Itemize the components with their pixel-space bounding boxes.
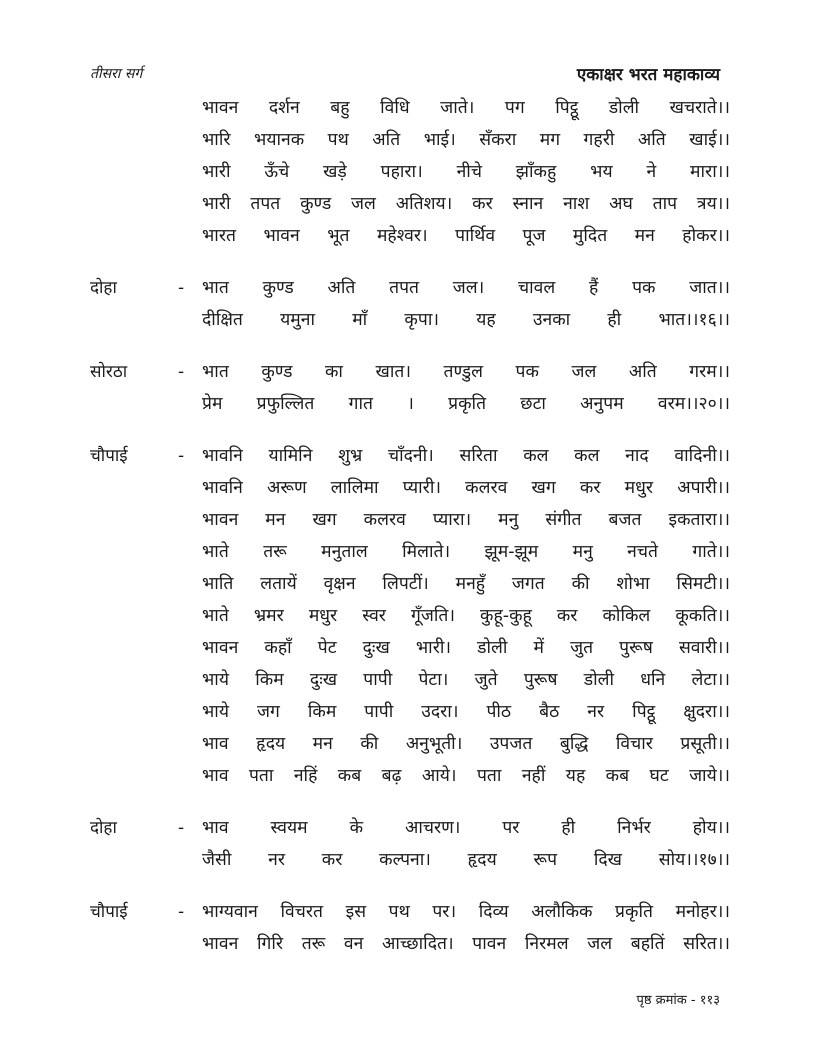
verse-line: दीक्षित यमुना माँ कृपा। यह उनका ही भात।।१६।। <box>202 310 730 330</box>
verse-line: भाते भ्रमर मधुर स्वर गूँजति। कुहू-कुहू कर कोकिल कूकति।। <box>202 606 730 626</box>
verse-dash: - <box>178 902 185 922</box>
verse-line: भात कुण्ड का खात। तण्डुल पक जल अति गरम।। <box>202 362 730 382</box>
verse-line: प्रेम प्रफुल्लित गात । प्रकृति छटा अनुपम वरम।।२०।। <box>202 394 730 414</box>
verse-label: चौपाई <box>90 902 128 922</box>
verse-lines <box>202 896 730 960</box>
verse-sortha-20 <box>90 356 730 420</box>
verse-lines <box>202 92 730 252</box>
verse-dash: - <box>178 818 185 838</box>
verse-label: चौपाई <box>90 446 128 466</box>
verse-line: भात कुण्ड अति तपत जल। चावल हैं पक जात।। <box>202 278 730 298</box>
verse-chaupai-next <box>90 896 730 960</box>
verse-line: भावनि अरूण लालिमा प्यारी। कलरव खग कर मधुर अपारी।। <box>202 478 730 498</box>
verse-line: जैसी नर कर कल्पना। हृदय रूप दिख सोय।।१७।। <box>202 850 730 870</box>
verse-label: दोहा <box>90 818 117 838</box>
verse-line: भारि भयानक पथ अति भाई। सँकरा मग गहरी अति खाई।। <box>202 130 730 150</box>
verse-line: भाते तरू मनुताल मिलाते। झूम-झूम मनु नचते गाते।। <box>202 542 730 562</box>
verse-line: भारी ऊँचे खड़े पहारा। नीचे झाँकहु भय ने मारा।। <box>202 162 730 182</box>
verse-line: भाये जग किम पापी उदरा। पीठ बैठ नर पिट्ठू क्षुदरा।। <box>202 702 730 722</box>
verse-doha-16 <box>90 272 730 336</box>
verse-chaupai-continued <box>90 92 730 252</box>
verse-line: भाति लतायें वृक्षन लिपटीं। मनहुँ जगत की शोभा सिमटी।। <box>202 574 730 594</box>
verse-lines <box>202 272 730 336</box>
verse-line: भाव स्वयम के आचरण। पर ही निर्भर होय।। <box>202 818 730 838</box>
chapter-title: तीसरा सर्ग <box>90 66 143 82</box>
page-number: पृष्ठ क्रमांक - ११३ <box>636 993 720 1008</box>
verse-lines <box>202 440 730 792</box>
page-body <box>90 92 730 980</box>
verse-line: भावन कहाँ पेट दुःख भारी। डोली में जुत पुरूष सवारी।। <box>202 638 730 658</box>
verse-doha-17 <box>90 812 730 876</box>
verse-lines <box>202 812 730 876</box>
verse-chaupai <box>90 440 730 792</box>
verse-lines <box>202 356 730 420</box>
verse-line: भाग्यवान विचरत इस पथ पर। दिव्य अलौकिक प्रकृति मनोहर।। <box>202 902 730 922</box>
verse-line: भाव हृदय मन की अनुभूती। उपजत बुद्धि विचार प्रसूती।। <box>202 734 730 754</box>
verse-line: भावनि यामिनि शुभ्र चाँदनी। सरिता कल कल नाद वादिनी।। <box>202 446 730 466</box>
verse-line: भाये किम दुःख पापी पेटा। जुते पुरूष डोली धनि लेटा।। <box>202 670 730 690</box>
verse-label: सोरठा <box>90 362 128 382</box>
verse-dash: - <box>178 446 185 466</box>
verse-line: भावन गिरि तरू वन आच्छादित। पावन निरमल जल बहतिं सरित।। <box>202 934 730 954</box>
verse-line: भाव पता नहिं कब बढ़ आये। पता नहीं यह कब घट जाये।। <box>202 766 730 786</box>
verse-line: भारत भावन भूत महेश्वर। पार्थिव पूज मुदित मन होकर।। <box>202 226 730 246</box>
verse-line: भारी तपत कुण्ड जल अतिशय। कर स्नान नाश अघ ताप त्रय।। <box>202 194 730 214</box>
verse-dash: - <box>178 278 185 298</box>
book-title: एकाक्षर भरत महाकाव्य <box>576 65 720 85</box>
verse-dash: - <box>178 362 185 382</box>
verse-line: भावन मन खग कलरव प्यारा। मनु संगीत बजत इकतारा।। <box>202 510 730 530</box>
verse-line: भावन दर्शन बहु विधि जाते। पग पिट्ठू डोली खचराते।। <box>202 98 730 118</box>
verse-label: दोहा <box>90 278 117 298</box>
